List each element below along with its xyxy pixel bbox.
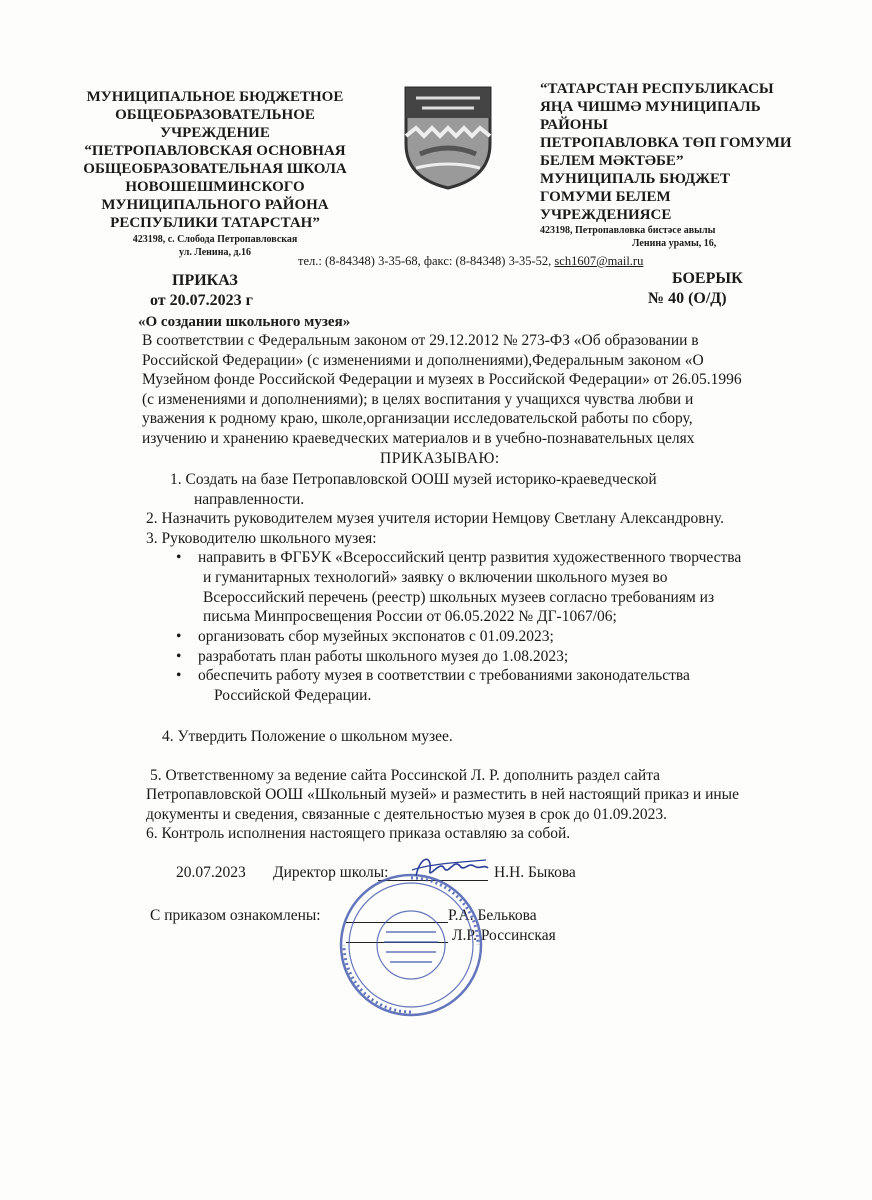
org-name-ru-5: ОБЩЕОБРАЗОВАТЕЛЬНАЯ ШКОЛА <box>83 161 347 177</box>
address-ru-line2: ул. Ленина, д.16 <box>178 247 252 258</box>
item-6: 6. Контроль исполнения настоящего приказа оставляю за собой. <box>146 825 571 842</box>
header-right <box>540 80 820 250</box>
org-name-ru-7: МУНИЦИПАЛЬНОГО РАЙОНА <box>101 197 329 213</box>
bullet-1-line3: Всероссийский перечень (реестр) школьных музеев согласно требованиям из <box>203 589 715 606</box>
org-name-tt-2: ЯҢА ЧИШМӘ МУНИЦИПАЛЬ <box>540 99 761 115</box>
contacts-line <box>298 254 643 269</box>
bullet-4-line1: • обеспечить работу музея в соответствии с требованиями законодательства <box>198 666 690 686</box>
order-title-tt: БОЕРЫК <box>672 270 743 287</box>
org-name-tt-3: РАЙОНЫ <box>540 117 608 133</box>
bullet-4-line2: Российской Федерации. <box>214 687 372 704</box>
address-ru-line1: 423198, с. Слобода Петропавловская <box>132 234 298 245</box>
bullet-1-line2: и гуманитарных технологий» заявку о включении школьного музея во <box>203 569 668 586</box>
item-5-line2: Петропавловской ООШ «Школьный музей» и разместить в ней настоящий приказ и иные <box>146 786 739 803</box>
round-stamp-icon <box>336 870 486 1020</box>
item-1-line2: направленности. <box>194 491 305 508</box>
prikazyvayu-heading: ПРИКАЗЫВАЮ: <box>380 450 500 467</box>
preamble-line: (с изменениями и дополнениями); в целях воспитания у учащихся чувства любви и <box>142 390 694 408</box>
order-date: от 20.07.2023 г <box>150 292 253 309</box>
org-name-tt-6: МУНИЦИПАЛЬ БЮДЖЕТ <box>540 171 731 187</box>
signature-role: Директор школы: <box>273 864 389 881</box>
item-5-line3: документы и сведения, связанные с деятельностью музея в срок до 01.09.2023. <box>146 806 668 823</box>
preamble-line: уважения к родному краю, школе,организации исследовательской работы по сбору, <box>142 410 693 427</box>
handwritten-signature-icon <box>410 848 490 888</box>
emblem-icon <box>402 84 494 192</box>
org-name-ru-8: РЕСПУБЛИКИ ТАТАРСТАН” <box>110 215 320 231</box>
org-name-ru-4: “ПЕТРОПАВЛОВСКАЯ ОСНОВНАЯ <box>84 143 346 159</box>
org-name-ru-1: МУНИЦИПАЛЬНОЕ БЮДЖЕТНОЕ <box>86 89 344 105</box>
bullet-1-line1: • направить в ФГБУК «Всероссийский центр развития художественного творчества <box>198 548 741 568</box>
item-4: 4. Утвердить Положение о школьном музее. <box>162 728 453 745</box>
ack-name-1: Р.А. Белькова <box>448 907 537 924</box>
address-tt-line1: 423198, Петропавловка бистәсе авылы <box>540 225 716 236</box>
signature-name: Н.Н. Быкова <box>494 864 576 881</box>
header-left <box>60 88 370 259</box>
contacts-phone-fax: тел.: (8-84348) 3-35-68, факс: (8-84348) 3-35-52, <box>298 254 555 268</box>
order-title-ru: ПРИКАЗ <box>172 272 238 289</box>
org-address-tt <box>540 224 820 250</box>
org-name-ru-6: НОВОШЕШМИНСКОГО <box>125 179 305 195</box>
order-number: № 40 (О/Д) <box>648 290 727 307</box>
bullet-2: • организовать сбор музейных экспонатов с 01.09.2023; <box>198 627 554 647</box>
item-1-line1: 1. Создать на базе Петропавловской ООШ музей историко-краеведческой <box>170 471 657 488</box>
order-subject: «О создании школьного музея» <box>138 314 351 330</box>
org-name-tt-5: БЕЛЕМ МӘКТӘБЕ” <box>540 153 684 169</box>
org-name-tt-7: ГОМУМИ БЕЛЕМ <box>540 189 671 205</box>
item-5-line1: 5. Ответственному за ведение сайта Россинской Л. Р. дополнить раздел сайта <box>150 767 661 784</box>
bullet-3: • разработать план работы школьного музея до 1.08.2023; <box>198 647 568 667</box>
preamble-line: изучению и хранению краеведческих материалов и в учебно-познавательных целях <box>142 429 695 447</box>
preamble <box>142 331 822 448</box>
address-tt-line2: Ленина урамы, 16, <box>632 238 717 249</box>
org-name-tt-4: ПЕТРОПАВЛОВКА ТӨП ГОМУМИ <box>540 135 792 151</box>
bullet-1-line4: письма Минпросвещения России от 06.05.2022 № ДГ-1067/06; <box>203 608 617 625</box>
preamble-line: В соответствии с Федеральным законом от 29.12.2012 № 273-ФЗ «Об образовании в <box>142 332 699 349</box>
preamble-line: Российской Федерации» (с изменениями и дополнениями),Федеральным законом «О <box>142 351 704 369</box>
contacts-email[interactable]: sch1607@mail.ru <box>554 254 644 268</box>
org-name-tt-1: “ТАТАРСТАН РЕСПУБЛИКАСЫ <box>540 81 774 97</box>
preamble-line: Музейном фонде Российской Федерации и музеях в Российской Федерации» от 26.05.1996 <box>142 371 742 388</box>
org-name-tt-8: УЧРЕЖДЕНИЯСЕ <box>540 207 672 223</box>
item-3: 3. Руководителю школьного музея: <box>146 530 377 547</box>
ack-name-2: Л.Р. Россинская <box>452 927 556 944</box>
org-name-ru-3: УЧРЕЖДЕНИЕ <box>160 125 270 141</box>
signature-date: 20.07.2023 <box>176 864 246 881</box>
org-name-ru-2: ОБЩЕОБРАЗОВАТЕЛЬНОЕ <box>115 107 315 123</box>
item-2: 2. Назначить руководителем музея учителя истории Немцову Светлану Александровну. <box>146 510 724 527</box>
acknowledgement-label: С приказом ознакомлены: <box>150 907 321 924</box>
